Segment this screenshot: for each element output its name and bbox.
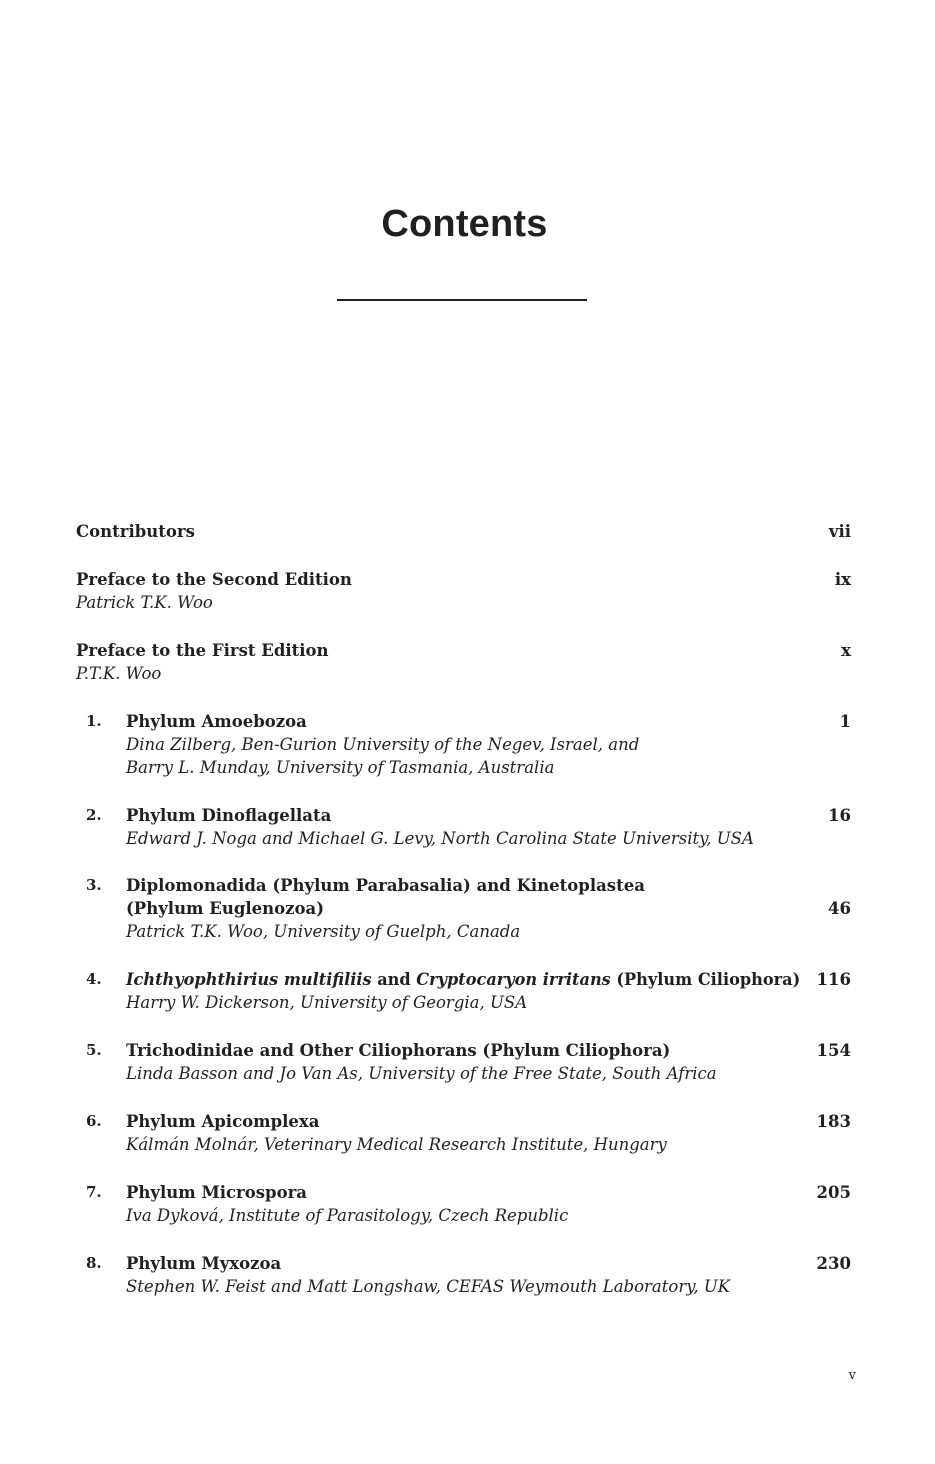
title-rule (337, 299, 587, 301)
chapter-number: 7. (86, 1183, 102, 1201)
entry-heading: Preface to the First Edition (76, 641, 329, 660)
chapter-title: Phylum Myxozoa (126, 1254, 282, 1273)
chapter-authors: Kálmán Molnár, Veterinary Medical Research Institute, Hungary (126, 1135, 667, 1154)
page-number: 16 (828, 806, 851, 825)
title-text: and (371, 970, 417, 989)
chapter-title: Phylum Amoebozoa (126, 712, 307, 731)
chapter-number: 5. (86, 1041, 102, 1059)
chapter-title: Trichodinidae and Other Ciliophorans (Phylum Ciliophora) (126, 1041, 671, 1060)
page-number: 205 (816, 1183, 851, 1202)
species-name: Cryptocaryon irritans (416, 970, 611, 989)
page-folio: v (848, 1368, 856, 1383)
chapter-authors: Iva Dyková, Institute of Parasitology, Czech Republic (126, 1206, 569, 1225)
species-name: Ichthyophthirius multifiliis (126, 970, 372, 989)
chapter-authors: Barry L. Munday, University of Tasmania, Australia (126, 758, 555, 777)
page-number: vii (828, 522, 851, 541)
title-text: (Phylum Ciliophora) (610, 970, 801, 989)
chapter-number: 8. (86, 1254, 102, 1272)
chapter-number: 1. (86, 712, 102, 730)
chapter-authors: Patrick T.K. Woo, University of Guelph, Canada (126, 922, 521, 941)
chapter-number: 4. (86, 970, 102, 988)
page-number: x (841, 641, 851, 660)
entry-author: Patrick T.K. Woo (76, 593, 213, 612)
chapter-authors: Stephen W. Feist and Matt Longshaw, CEFAS Weymouth Laboratory, UK (126, 1277, 731, 1296)
page-number: 46 (828, 899, 851, 918)
chapter-title: Phylum Microspora (126, 1183, 307, 1202)
chapter-title: Phylum Dinoflagellata (126, 806, 332, 825)
chapter-title: Phylum Apicomplexa (126, 1112, 320, 1131)
chapter-number: 6. (86, 1112, 102, 1130)
chapter-authors: Dina Zilberg, Ben-Gurion University of the Negev, Israel, and (126, 735, 640, 754)
page-number: ix (834, 570, 851, 589)
page-number: 183 (816, 1112, 851, 1131)
chapter-title (126, 968, 800, 991)
chapter-number: 2. (86, 806, 102, 824)
page-number: 154 (816, 1041, 851, 1060)
page-number: 1 (839, 712, 851, 731)
chapter-number: 3. (86, 876, 102, 894)
page-number: 116 (816, 970, 851, 989)
chapter-authors: Harry W. Dickerson, University of Georgia, USA (126, 993, 528, 1012)
chapter-authors: Linda Basson and Jo Van As, University of the Free State, South Africa (126, 1064, 717, 1083)
entry-heading: Contributors (76, 522, 195, 541)
page-number: 230 (816, 1254, 851, 1273)
chapter-title-continued: (Phylum Euglenozoa) (126, 899, 325, 918)
entry-heading: Preface to the Second Edition (76, 570, 352, 589)
entry-author: P.T.K. Woo (76, 664, 162, 683)
chapter-authors: Edward J. Noga and Michael G. Levy, North Carolina State University, USA (126, 829, 754, 848)
chapter-title: Diplomonadida (Phylum Parabasalia) and Kinetoplastea (126, 876, 645, 895)
page-title: Contents (381, 203, 548, 245)
